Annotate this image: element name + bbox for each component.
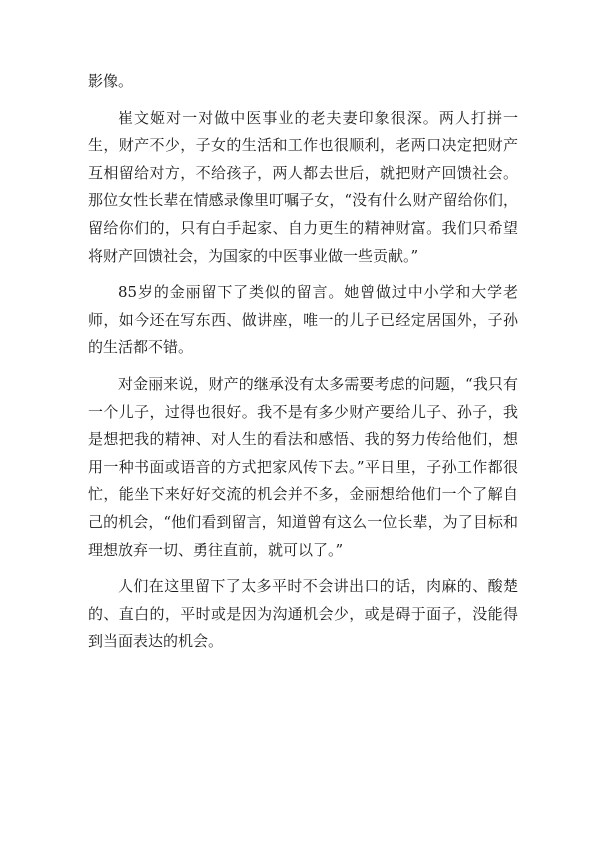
paragraph-continuation: 影像。 bbox=[88, 72, 134, 90]
paragraph-jin-li-intro: 85岁的金丽留下了类似的留言。她曾做过中小学和大学老师，如今还在写东西、做讲座，唯一的儿子已经定居国外，子孙的生活都不错。 bbox=[88, 283, 518, 357]
article-body bbox=[88, 68, 518, 665]
paragraph-elderly-couple: 崔文姬对一对做中医事业的老夫妻印象很深。两人打拼一生，财产不少，子女的生活和工作也很顺利，老两口决定把财产互相留给对方，不给孩子，两人都去世后，就把财产回馈社会。那位女性长辈在情感录像里叮嘱子女，“没有什么财产留给你们，留给你们的，只有白手起家、自力更生的精神财富。我们只希望将财产回馈社会，为国家的中医事业做一些贡献。” bbox=[88, 108, 518, 265]
paragraph-jin-li-inheritance: 对金丽来说，财产的继承没有太多需要考虑的问题，“我只有一个儿子，过得也很好。我不是有多少财产要给儿子、孙子，我是想把我的精神、对人生的看法和感悟、我的努力传给他们，想用一种书面或语音的方式把家风传下去。”平日里，子孙工作都很忙，能坐下来好好交流的机会并不多，金丽想给他们一个了解自己的机会，“他们看到留言，知道曾有这么一位长辈，为了目标和理想放弃一切、勇往直前，就可以了。” bbox=[88, 374, 518, 559]
paragraph-conclusion: 人们在这里留下了太多平时不会讲出口的话，肉麻的、酸楚的、直白的，平时或是因为沟通机会少，或是碍于面子，没能得到当面表达的机会。 bbox=[88, 577, 518, 651]
